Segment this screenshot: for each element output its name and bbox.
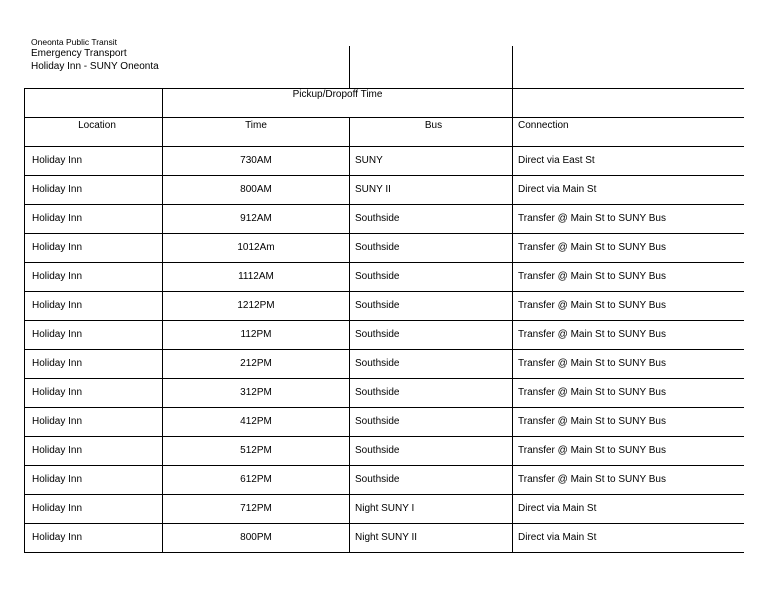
connection-cell: Direct via Main St <box>513 176 744 205</box>
bus-cell: Southside <box>350 437 513 466</box>
route-name: Holiday Inn - SUNY Oneonta <box>31 61 159 72</box>
bus-cell: Night SUNY II <box>350 524 513 553</box>
time-cell: 1012Am <box>163 234 350 263</box>
bus-cell: Southside <box>350 234 513 263</box>
location-cell: Holiday Inn <box>25 176 163 205</box>
time-cell: 112PM <box>163 321 350 350</box>
bus-cell: Southside <box>350 408 513 437</box>
table-row <box>25 350 744 379</box>
connection-cell: Transfer @ Main St to SUNY Bus <box>513 437 744 466</box>
table-row <box>25 205 744 234</box>
location-cell: Holiday Inn <box>25 379 163 408</box>
table-header-cell <box>513 89 744 118</box>
location-cell: Holiday Inn <box>25 205 163 234</box>
group-header-label: Pickup/Dropoff Time <box>292 89 383 100</box>
header-divider <box>512 46 513 88</box>
table-row <box>25 524 744 553</box>
location-cell: Holiday Inn <box>25 321 163 350</box>
time-cell: 312PM <box>163 379 350 408</box>
location-cell: Holiday Inn <box>25 524 163 553</box>
location-cell: Holiday Inn <box>25 408 163 437</box>
location-cell: Holiday Inn <box>25 263 163 292</box>
connection-cell: Transfer @ Main St to SUNY Bus <box>513 292 744 321</box>
bus-cell: Night SUNY I <box>350 495 513 524</box>
bus-cell: Southside <box>350 466 513 495</box>
time-cell: 730AM <box>163 147 350 176</box>
location-cell: Holiday Inn <box>25 466 163 495</box>
table-group-header-row <box>25 89 744 118</box>
table-row <box>25 466 744 495</box>
connection-cell: Transfer @ Main St to SUNY Bus <box>513 205 744 234</box>
schedule-sheet <box>24 35 743 543</box>
location-cell: Holiday Inn <box>25 147 163 176</box>
table-row <box>25 263 744 292</box>
column-header-time: Time <box>163 118 350 147</box>
time-cell: 1212PM <box>163 292 350 321</box>
connection-cell: Transfer @ Main St to SUNY Bus <box>513 321 744 350</box>
connection-cell: Transfer @ Main St to SUNY Bus <box>513 234 744 263</box>
schedule-body <box>25 147 744 553</box>
column-header-connection: Connection <box>513 118 744 147</box>
bus-cell: SUNY II <box>350 176 513 205</box>
table-header-cell <box>25 89 163 118</box>
time-cell: 412PM <box>163 408 350 437</box>
connection-cell: Direct via Main St <box>513 495 744 524</box>
schedule-table <box>24 88 744 553</box>
connection-cell: Transfer @ Main St to SUNY Bus <box>513 466 744 495</box>
time-cell: 212PM <box>163 350 350 379</box>
connection-cell: Transfer @ Main St to SUNY Bus <box>513 408 744 437</box>
time-cell: 800PM <box>163 524 350 553</box>
location-cell: Holiday Inn <box>25 495 163 524</box>
table-row <box>25 408 744 437</box>
table-row <box>25 321 744 350</box>
time-cell: 800AM <box>163 176 350 205</box>
connection-cell: Direct via Main St <box>513 524 744 553</box>
header-divider <box>349 46 350 88</box>
table-row <box>25 234 744 263</box>
location-cell: Holiday Inn <box>25 350 163 379</box>
table-row <box>25 147 744 176</box>
organization-name: Oneonta Public Transit <box>31 37 117 47</box>
time-cell: 512PM <box>163 437 350 466</box>
time-cell: 612PM <box>163 466 350 495</box>
bus-cell: Southside <box>350 263 513 292</box>
table-row <box>25 176 744 205</box>
column-header-bus: Bus <box>350 118 513 147</box>
table-column-header-row <box>25 118 744 147</box>
connection-cell: Transfer @ Main St to SUNY Bus <box>513 379 744 408</box>
table-row <box>25 292 744 321</box>
bus-cell: Southside <box>350 350 513 379</box>
bus-cell: Southside <box>350 321 513 350</box>
connection-cell: Direct via East St <box>513 147 744 176</box>
location-cell: Holiday Inn <box>25 437 163 466</box>
bus-cell: Southside <box>350 292 513 321</box>
column-header-location: Location <box>25 118 163 147</box>
location-cell: Holiday Inn <box>25 292 163 321</box>
table-row <box>25 495 744 524</box>
time-cell: 1112AM <box>163 263 350 292</box>
bus-cell: SUNY <box>350 147 513 176</box>
connection-cell: Transfer @ Main St to SUNY Bus <box>513 350 744 379</box>
time-cell: 712PM <box>163 495 350 524</box>
table-row <box>25 379 744 408</box>
bus-cell: Southside <box>350 379 513 408</box>
group-header-cell <box>163 89 513 118</box>
bus-cell: Southside <box>350 205 513 234</box>
table-row <box>25 437 744 466</box>
connection-cell: Transfer @ Main St to SUNY Bus <box>513 263 744 292</box>
document-header <box>24 35 743 88</box>
time-cell: 912AM <box>163 205 350 234</box>
service-name: Emergency Transport <box>31 48 127 59</box>
location-cell: Holiday Inn <box>25 234 163 263</box>
